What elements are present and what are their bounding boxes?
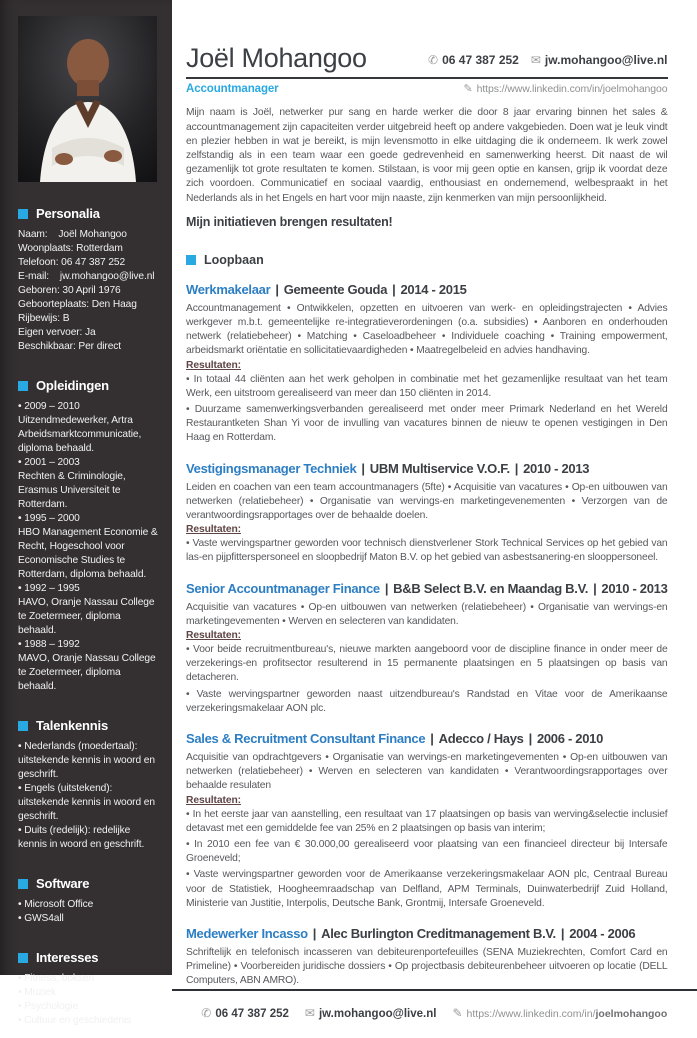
job-title	[186, 282, 668, 297]
software-header	[18, 876, 159, 891]
linkedin-url-prefix: https://www.linkedin.com/in/	[466, 1007, 596, 1020]
phone-number: 06 47 387 252	[215, 1007, 289, 1020]
job-result: • In het eerste jaar van aanstelling, een resultaat van 17 plaatsingen op basis van werving&selectie inclusief detavast met een gemiddelde fee van 25% en 2 plaatsingen op basis van interim;	[186, 808, 668, 834]
job-company: UBM Multiservice V.O.F.	[369, 460, 510, 476]
education-entry	[18, 582, 159, 638]
education-entry	[18, 400, 159, 456]
personalia-line: Naam: Joël Mohangoo	[18, 229, 127, 240]
opleidingen-header	[18, 378, 159, 393]
opleidingen-title: Opleidingen	[36, 378, 109, 393]
personalia-header	[18, 206, 159, 221]
education-entry	[18, 512, 159, 582]
job-result: • Duurzame samenwerkingsverbanden gerealiseerd met onder meer Primark Nederland en het Wereld Restaurantketen Shan Yi voor de invulling van vacatures binnen de nieuw te openen vestigingen in Den Haag en Rotterdam.	[186, 403, 668, 444]
software-section	[18, 876, 159, 926]
results-label: Resultaten:	[186, 630, 241, 642]
personalia-title: Personalia	[36, 206, 100, 221]
job-entry	[186, 282, 668, 446]
job-role: Vestigingsmanager Techniek	[186, 460, 357, 476]
interesses-section	[18, 950, 159, 1028]
square-bullet-icon	[18, 721, 28, 731]
job-period: 2010 - 2013	[601, 580, 668, 596]
phone-icon: ✆	[428, 53, 439, 67]
job-description: Leiden en coachen van een team accountmanagers (5fte) • Acquisitie van vacatures • Op-en uitbouwen van netwerken (relatiebeheer) • Organisatie van wervings-en marketingevenementen • Verzorgen van de verantwoordingsrapportages over de behaalde doelen.	[186, 481, 668, 521]
education-period: • 1988 – 1992	[18, 639, 80, 650]
job-description: Schriftelijk en telefonisch incasseren van debiteurenportefeuilles (SENA Muziekrechten, Comfort Card en Primeline) • Voorbereiden juridische dossiers • Op projectbasis debiteurenbeheer uitvoeren op locatie (DELL Computers, ABN AMRO).	[186, 947, 668, 987]
pipe-separator: |	[528, 731, 532, 747]
job-role: Sales & Recruitment Consultant Finance	[186, 731, 426, 747]
education-text: Uitzendmedewerker, Artra Arbeidsmarktcommunicatie, diploma behaald.	[18, 415, 142, 454]
loopbaan-header	[186, 253, 668, 267]
education-text: MAVO, Oranje Nassau College te Zoetermeer, diploma behaald.	[18, 653, 156, 692]
linkedin-url: https://www.linkedin.com/in/joelmohangoo	[476, 83, 668, 96]
job-title	[186, 731, 668, 746]
job-entry	[186, 461, 668, 566]
phone-link[interactable]	[201, 1006, 289, 1020]
intro-paragraph: Mijn naam is Joël, netwerker pur sang en harde werker die door 8 jaar ervaring binnen het sales & accountmanagement zijn capaciteiten verder uitgebreid heeft op andere vakgebieden. Doen wat je leuk vindt en plezier hebben in wat je bereikt, is mijn levensmotto in elke uitdaging die ik onderneem. Ik werk zowel zelfstandig als in een team waar een goede gedrevenheid en samenwerking heerst. Dit naast de wil gezamenlijk tot grote resultaten te komen. Stilstaan, is voor mij geen optie en kansen, grijp ik voordat deze zich voordoen. Communicatief en sociaal vaardig, enthousiast en ondernemend, welbespraakt in het Nederlands als in het Engels en hart voor mijn naaste, zijn kenmerken van mijn persoonlijkheid.	[186, 107, 668, 204]
job-period: 2004 - 2006	[569, 926, 636, 942]
job-result: • Vaste wervingspartner geworden naast uitzendbureau's Randstad en Vitae voor de Amerikaanse verzekeringsmakelaar AON plc.	[186, 688, 668, 714]
interest-item: • Fitness, boksen	[18, 973, 95, 984]
email-link[interactable]	[531, 53, 668, 67]
phone-icon: ✆	[201, 1005, 212, 1020]
job-result: • In totaal 44 cliënten aan het werk geholpen in combinatie met het gezamenlijke resultaat van het team Werk, een uitstroom gerealiseerd van meer dan 150 cliënten in 2014.	[186, 373, 668, 399]
job-role: Medewerker Incasso	[186, 926, 308, 942]
linkedin-username: joelmohangoo	[595, 1007, 668, 1020]
pipe-separator: |	[275, 281, 279, 297]
education-period: • 2009 – 2010	[18, 401, 80, 412]
education-period: • 2001 – 2003	[18, 457, 80, 468]
results-label: Resultaten:	[186, 794, 241, 806]
opleidingen-section	[18, 378, 159, 694]
main-content	[172, 0, 697, 1020]
footer	[172, 989, 697, 1038]
email-link[interactable]	[305, 1006, 437, 1020]
page-title: Joël Mohangoo	[186, 43, 367, 73]
personalia-line: Rijbewijs: B	[18, 313, 70, 324]
job-title	[186, 581, 668, 596]
job-result: • Voor beide recruitmentbureau's, nieuwe markten aangeboord voor de discipline finance in onder meer de verzekerings-en profitsector resulterend in 15 permanente plaatsingen en 5 plaatsingen op basis van detacheren.	[186, 644, 668, 684]
pipe-separator: |	[514, 460, 519, 476]
linkedin-link[interactable]	[463, 82, 667, 95]
header-subline	[186, 82, 668, 95]
motto-text: Mijn initiatieven brengen resultaten!	[186, 214, 393, 229]
profile-photo	[18, 16, 157, 182]
education-entry	[18, 456, 159, 512]
job-result: • In 2010 een fee van € 30.000,00 gerealiseerd voor plaatsing van een financieel directeur bij Intersafe Groeneveld;	[186, 839, 668, 865]
job-company: Adecco / Hays	[438, 731, 524, 747]
software-item: • Microsoft Office	[18, 899, 94, 910]
interest-item: • Muziek	[18, 987, 56, 998]
education-text: HAVO, Oranje Nassau College te Zoetermeer, diploma behaald.	[18, 597, 155, 636]
pipe-separator: |	[392, 281, 396, 297]
personalia-line: E-mail: jw.mohangoo@live.nl	[18, 271, 155, 282]
language-item: • Duits (redelijk): redelijke kennis in woord en geschrift.	[18, 825, 145, 850]
mail-icon: ✉	[304, 1005, 315, 1020]
job-role: Werkmakelaar	[186, 281, 271, 297]
job-result: • Vaste wervingspartner geworden voor de Amerikaanse verzekeringsmakelaar AON plc, Centraal Bureau voor de Statistiek, Hoogheemraadschap van Delfland, APM Terminals, Duinwaterbedrijf Zuid Holland, Ministerie van Justitie, Interpolis, Deutsche Bank, Grontmij, Intersafe Groeneveld.	[186, 869, 668, 909]
footer-contact	[172, 991, 697, 1038]
interesses-header	[18, 950, 159, 965]
link-icon: ✎	[463, 83, 473, 96]
phone-link[interactable]	[428, 53, 519, 67]
job-company: Alec Burlington Creditmanagement B.V.	[321, 926, 556, 942]
square-bullet-icon	[18, 209, 28, 219]
loopbaan-title: Loopbaan	[204, 252, 264, 267]
software-title: Software	[36, 876, 90, 891]
job-company: B&B Select B.V. en Maandag B.V.	[393, 580, 589, 596]
job-result: • Vaste wervingspartner geworden voor technisch dienstverlener Stork Technical Services op het gebied van las-en pijpfitterspersoneel en sloopbedrijf Maton B.V. op het gebied van asbestsanering-en slooppersoneel.	[186, 538, 668, 564]
job-description: Acquisitie van vacatures • Op-en uitbouwen van netwerken (relatiebeheer) • Organisatie van wervings-en marketingevementen • Werven en selecteren van kandidaten.	[186, 601, 668, 627]
software-item: • GWS4all	[18, 913, 64, 924]
job-description: Acquisitie van opdrachtgevers • Organisatie van wervings-en marketingevementen • Op-en uitbouwen van netwerken (relatiebeheer) • Werven en selecteren van kandidaten • Verantwoordingsrapportages over behaalde resulaten	[186, 752, 668, 792]
personalia-line: Telefoon: 06 47 387 252	[18, 257, 126, 268]
interesses-title: Interesses	[36, 950, 99, 965]
education-text: HBO Management Economie & Recht, Hogeschool voor Economische Studies te Rotterdam, diploma behaald.	[18, 527, 158, 580]
pipe-separator: |	[361, 460, 365, 476]
mail-icon: ✉	[530, 53, 541, 67]
language-item: • Nederlands (moedertaal): uitstekende kennis in woord en geschrift.	[18, 741, 155, 780]
pipe-separator: |	[384, 580, 389, 596]
results-label: Resultaten:	[186, 359, 241, 371]
sidebar	[0, 0, 172, 1026]
education-period: • 1992 – 1995	[18, 583, 80, 594]
talenkennis-section	[18, 718, 159, 852]
square-bullet-icon	[18, 879, 28, 889]
job-period: 2010 - 2013	[523, 460, 590, 476]
job-entry	[186, 731, 668, 911]
email-address: jw.mohangoo@live.nl	[544, 53, 668, 67]
results-label: Resultaten:	[186, 524, 241, 536]
email-address: jw.mohangoo@live.nl	[318, 1007, 437, 1020]
square-bullet-icon	[18, 953, 28, 963]
talenkennis-header	[18, 718, 159, 733]
pipe-separator: |	[312, 926, 317, 942]
header-contact	[428, 53, 667, 67]
job-entry	[186, 581, 668, 716]
job-description: Accountmanagement • Ontwikkelen, opzetten en uitvoeren van werk- en opleidingstrajecten • Advies werkgever m.b.t. gemeentelijke re-integratieverordeningen (o.a. subsidies) • Aanboren en onderhouden netwerk (relatiebeheer) • Matching • Caseloadbeheer • Individuele coaching • Training empowerment, arbeidsmarkt oriëntatie en sollicitatievaardigheden • Maatregelbeleid en advies handhaving.	[186, 302, 668, 357]
personalia-line: Geboorteplaats: Den Haag	[18, 299, 137, 310]
personalia-line: Woonplaats: Rotterdam	[18, 243, 123, 254]
pipe-separator: |	[593, 580, 597, 596]
pipe-separator: |	[560, 926, 565, 942]
talenkennis-title: Talenkennis	[36, 718, 108, 733]
personalia-section	[18, 206, 159, 354]
job-role: Senior Accountmanager Finance	[186, 580, 380, 596]
square-bullet-icon	[186, 255, 196, 265]
job-role-label: Accountmanager	[186, 83, 279, 96]
profile-photo-illustration	[18, 16, 157, 182]
header	[186, 44, 668, 79]
job-period: 2014 - 2015	[400, 281, 467, 297]
job-company: Gemeente Gouda	[283, 281, 388, 297]
job-period: 2006 - 2010	[536, 731, 604, 747]
language-item: • Engels (uitstekend): uitstekende kennis in woord en geschrift.	[18, 783, 155, 822]
job-title	[186, 461, 668, 476]
personalia-line: Eigen vervoer: Ja	[18, 327, 96, 338]
interest-item: • Cultuur en geschiedenis	[18, 1015, 132, 1026]
pipe-separator: |	[430, 731, 434, 747]
education-text: Rechten & Criminologie, Erasmus Universiteit te Rotterdam.	[18, 471, 126, 510]
education-period: • 1995 – 2000	[18, 513, 80, 524]
square-bullet-icon	[18, 381, 28, 391]
education-entry	[18, 638, 159, 694]
interest-item: • Psychologie	[18, 1001, 79, 1012]
personalia-line: Beschikbaar: Per direct	[18, 341, 122, 352]
link-icon: ✎	[452, 1005, 463, 1020]
personalia-line: Geboren: 30 April 1976	[18, 285, 121, 296]
job-entry	[186, 926, 668, 989]
phone-number: 06 47 387 252	[442, 53, 519, 67]
linkedin-link[interactable]	[452, 1006, 667, 1020]
job-title	[186, 926, 668, 941]
